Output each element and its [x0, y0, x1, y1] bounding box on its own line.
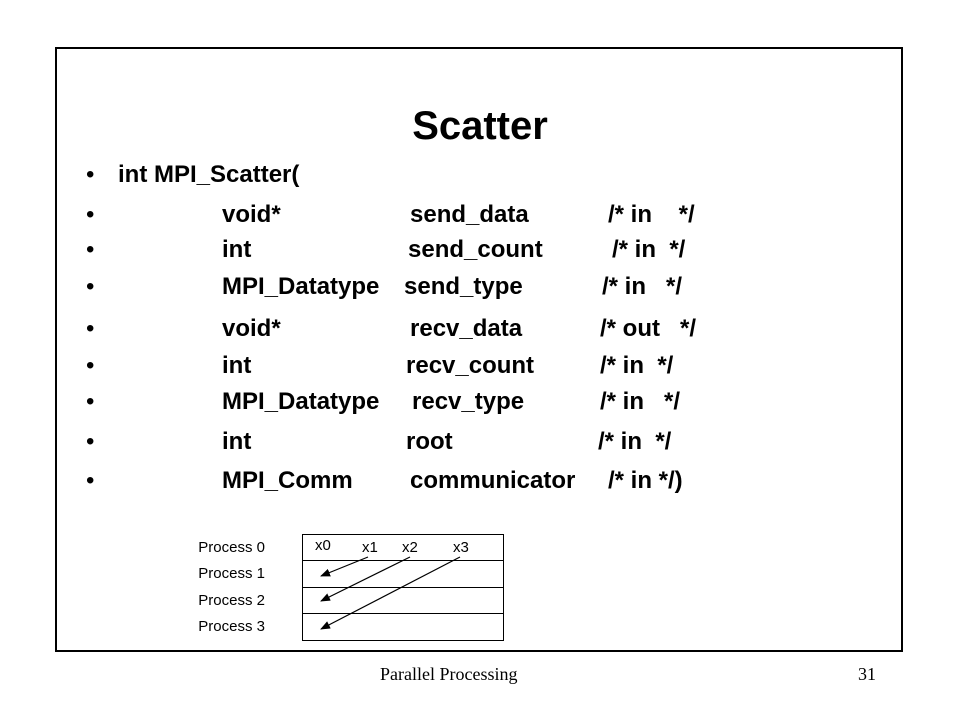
param-comment: /* in */: [612, 236, 686, 263]
param-name: recv_type: [412, 388, 525, 415]
data-item-label: x3: [453, 539, 469, 556]
process-label: Process 2: [198, 592, 265, 609]
bullet-dot: •: [86, 315, 95, 342]
function-signature: int MPI_Scatter(: [118, 161, 300, 188]
param-type: int: [222, 428, 252, 455]
param-name: recv_data: [410, 315, 523, 342]
process-label: Process 1: [198, 565, 265, 582]
param-type: MPI_Datatype: [222, 273, 380, 300]
param-comment: /* in */: [608, 201, 695, 228]
param-line: [0, 230, 686, 270]
param-name: send_count: [408, 236, 543, 263]
process-1-buffer: [302, 560, 504, 588]
param-name: communicator: [410, 467, 576, 494]
process-2-buffer: [302, 587, 504, 614]
process-label: Process 0: [198, 539, 265, 556]
bullet-dot: •: [86, 201, 95, 228]
data-item-label: x1: [362, 539, 378, 556]
param-name: send_data: [410, 201, 529, 228]
bullet-dot: •: [86, 236, 95, 263]
page-number: 31: [858, 664, 876, 684]
param-line: [0, 422, 672, 462]
param-name: send_type: [404, 273, 523, 300]
param-type: int: [222, 352, 252, 379]
process-3-buffer: [302, 613, 504, 641]
param-type: int: [222, 236, 252, 263]
param-comment: /* in */: [598, 428, 672, 455]
param-type: void*: [222, 315, 281, 342]
param-comment: /* out */: [600, 315, 696, 342]
param-type: void*: [222, 201, 281, 228]
param-comment: /* in */: [600, 388, 681, 415]
bullet-line-signature: [0, 155, 300, 195]
data-item-label: x0: [315, 537, 331, 554]
bullet-dot: •: [86, 273, 95, 300]
param-line: [0, 461, 683, 501]
param-type: MPI_Comm: [222, 467, 353, 494]
slide-title: Scatter: [412, 104, 548, 148]
param-name: root: [406, 428, 453, 455]
data-item-label: x2: [402, 539, 418, 556]
param-line: [0, 267, 683, 307]
param-type: MPI_Datatype: [222, 388, 380, 415]
process-label: Process 3: [198, 618, 265, 635]
param-line: [0, 195, 695, 235]
param-line: [0, 346, 674, 386]
param-line: [0, 309, 696, 349]
param-line: [0, 382, 681, 422]
footer-label: Parallel Processing: [380, 664, 518, 684]
bullet-dot: •: [86, 161, 95, 188]
bullet-dot: •: [86, 388, 95, 415]
param-name: recv_count: [406, 352, 535, 379]
bullet-dot: •: [86, 428, 95, 455]
bullet-dot: •: [86, 467, 95, 494]
bullet-dot: •: [86, 352, 95, 379]
param-comment: /* in */: [602, 273, 683, 300]
param-comment: /* in */: [600, 352, 674, 379]
param-comment: /* in */): [608, 467, 683, 494]
